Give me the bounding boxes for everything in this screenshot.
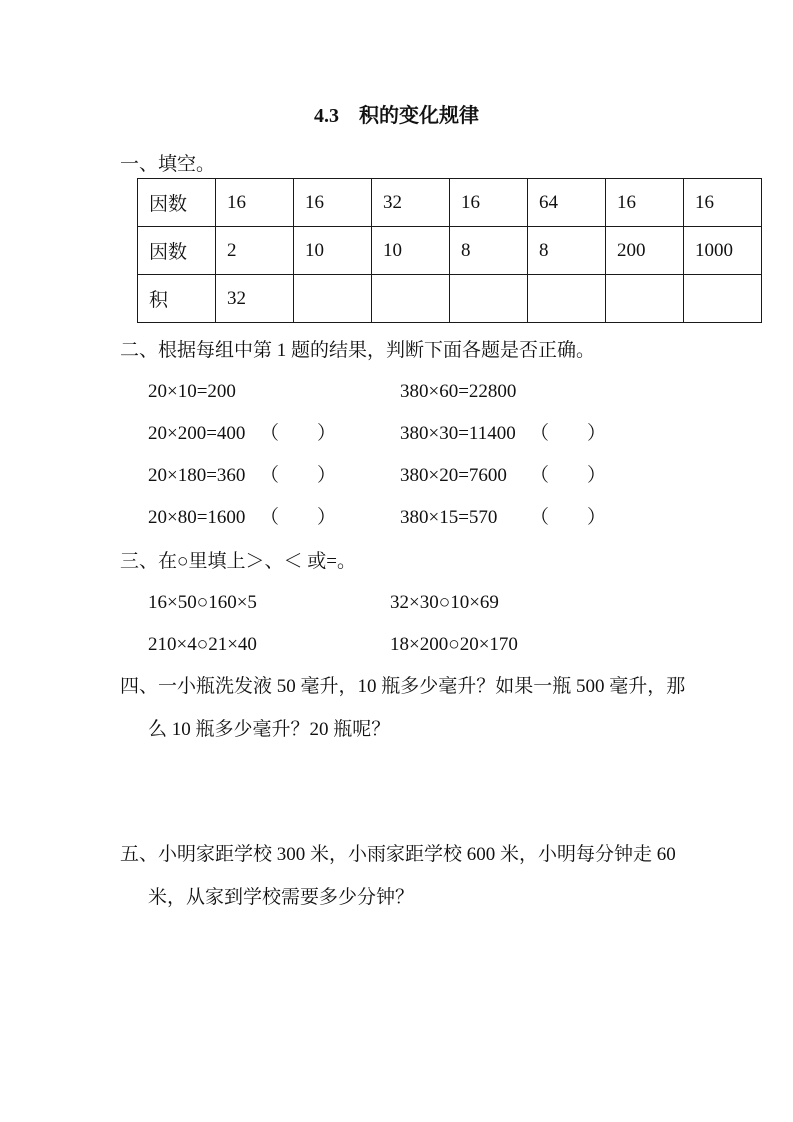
table-cell: 10 [372, 227, 450, 275]
section-three-heading: 三、在○里填上＞、＜ 或=。 [120, 551, 356, 572]
page-title: 4.3 积的变化规律 [314, 105, 479, 127]
table-cell: 16 [294, 179, 372, 227]
comparison-equation: 18×200○20×170 [390, 634, 518, 655]
table-cell-blank [294, 275, 372, 323]
judge-row [148, 462, 793, 489]
table-cell: 1000 [684, 227, 762, 275]
equation: 380×60=22800 [400, 381, 517, 402]
fill-in-table [137, 178, 762, 323]
table-cell-blank [684, 275, 762, 323]
judge-blank: （ ） [260, 423, 337, 444]
table-cell: 16 [216, 179, 294, 227]
section-two-heading: 二、根据每组中第 1 题的结果，判断下面各题是否正确。 [120, 340, 596, 361]
equation: 380×30=11400 [400, 423, 516, 444]
judge-row [148, 504, 793, 531]
table-cell: 32 [216, 275, 294, 323]
equation: 380×20=7600 [400, 465, 507, 486]
judge-blank: （ ） [530, 465, 607, 486]
problem-text-line: 五、小明家距学校 300 米，小雨家距学校 600 米，小明每分钟走 60 [120, 844, 676, 865]
problem-text-line: 米，从家到学校需要多少分钟？ [148, 887, 415, 908]
judge-blank: （ ） [530, 423, 607, 444]
comparison-equation: 32×30○10×69 [390, 592, 499, 613]
table-row-factor1 [138, 179, 762, 227]
judge-blank: （ ） [260, 507, 337, 528]
table-cell-blank [606, 275, 684, 323]
table-cell: 8 [450, 227, 528, 275]
judge-blank [530, 378, 793, 405]
table-cell: 32 [372, 179, 450, 227]
equation: 380×15=570 [400, 507, 498, 528]
table-cell: 64 [528, 179, 606, 227]
table-cell: 200 [606, 227, 684, 275]
equation: 20×80=1600 [148, 507, 246, 528]
table-cell: 16 [684, 179, 762, 227]
equation: 20×180=360 [148, 465, 246, 486]
problem-text-line: 么 10 瓶多少毫升？20 瓶呢？ [148, 719, 391, 740]
row-header: 因数 [138, 227, 216, 275]
comparison-row [148, 631, 793, 658]
section-four-problem [120, 673, 793, 743]
table-cell-blank [450, 275, 528, 323]
judge-blank: （ ） [530, 507, 607, 528]
table-cell: 2 [216, 227, 294, 275]
table-cell-blank [372, 275, 450, 323]
table-cell: 16 [450, 179, 528, 227]
table-cell: 10 [294, 227, 372, 275]
equation: 20×200=400 [148, 423, 246, 444]
row-header: 因数 [138, 179, 216, 227]
section-five-problem [120, 841, 793, 911]
comparison-equation: 210×4○21×40 [148, 634, 257, 655]
row-header: 积 [138, 275, 216, 323]
section-one-heading: 一、填空。 [120, 154, 216, 175]
judge-blank: （ ） [260, 465, 337, 486]
table-cell-blank [528, 275, 606, 323]
comparison-row [148, 589, 793, 616]
judge-row [148, 378, 793, 405]
judge-blank [260, 378, 400, 405]
table-row-factor2 [138, 227, 762, 275]
comparison-equation: 16×50○160×5 [148, 592, 257, 613]
equation: 20×10=200 [148, 381, 236, 402]
table-row-product [138, 275, 762, 323]
judge-row [148, 420, 793, 447]
problem-text-line: 四、一小瓶洗发液 50 毫升，10 瓶多少毫升？如果一瓶 500 毫升，那 [120, 676, 686, 697]
table-cell: 16 [606, 179, 684, 227]
table-cell: 8 [528, 227, 606, 275]
